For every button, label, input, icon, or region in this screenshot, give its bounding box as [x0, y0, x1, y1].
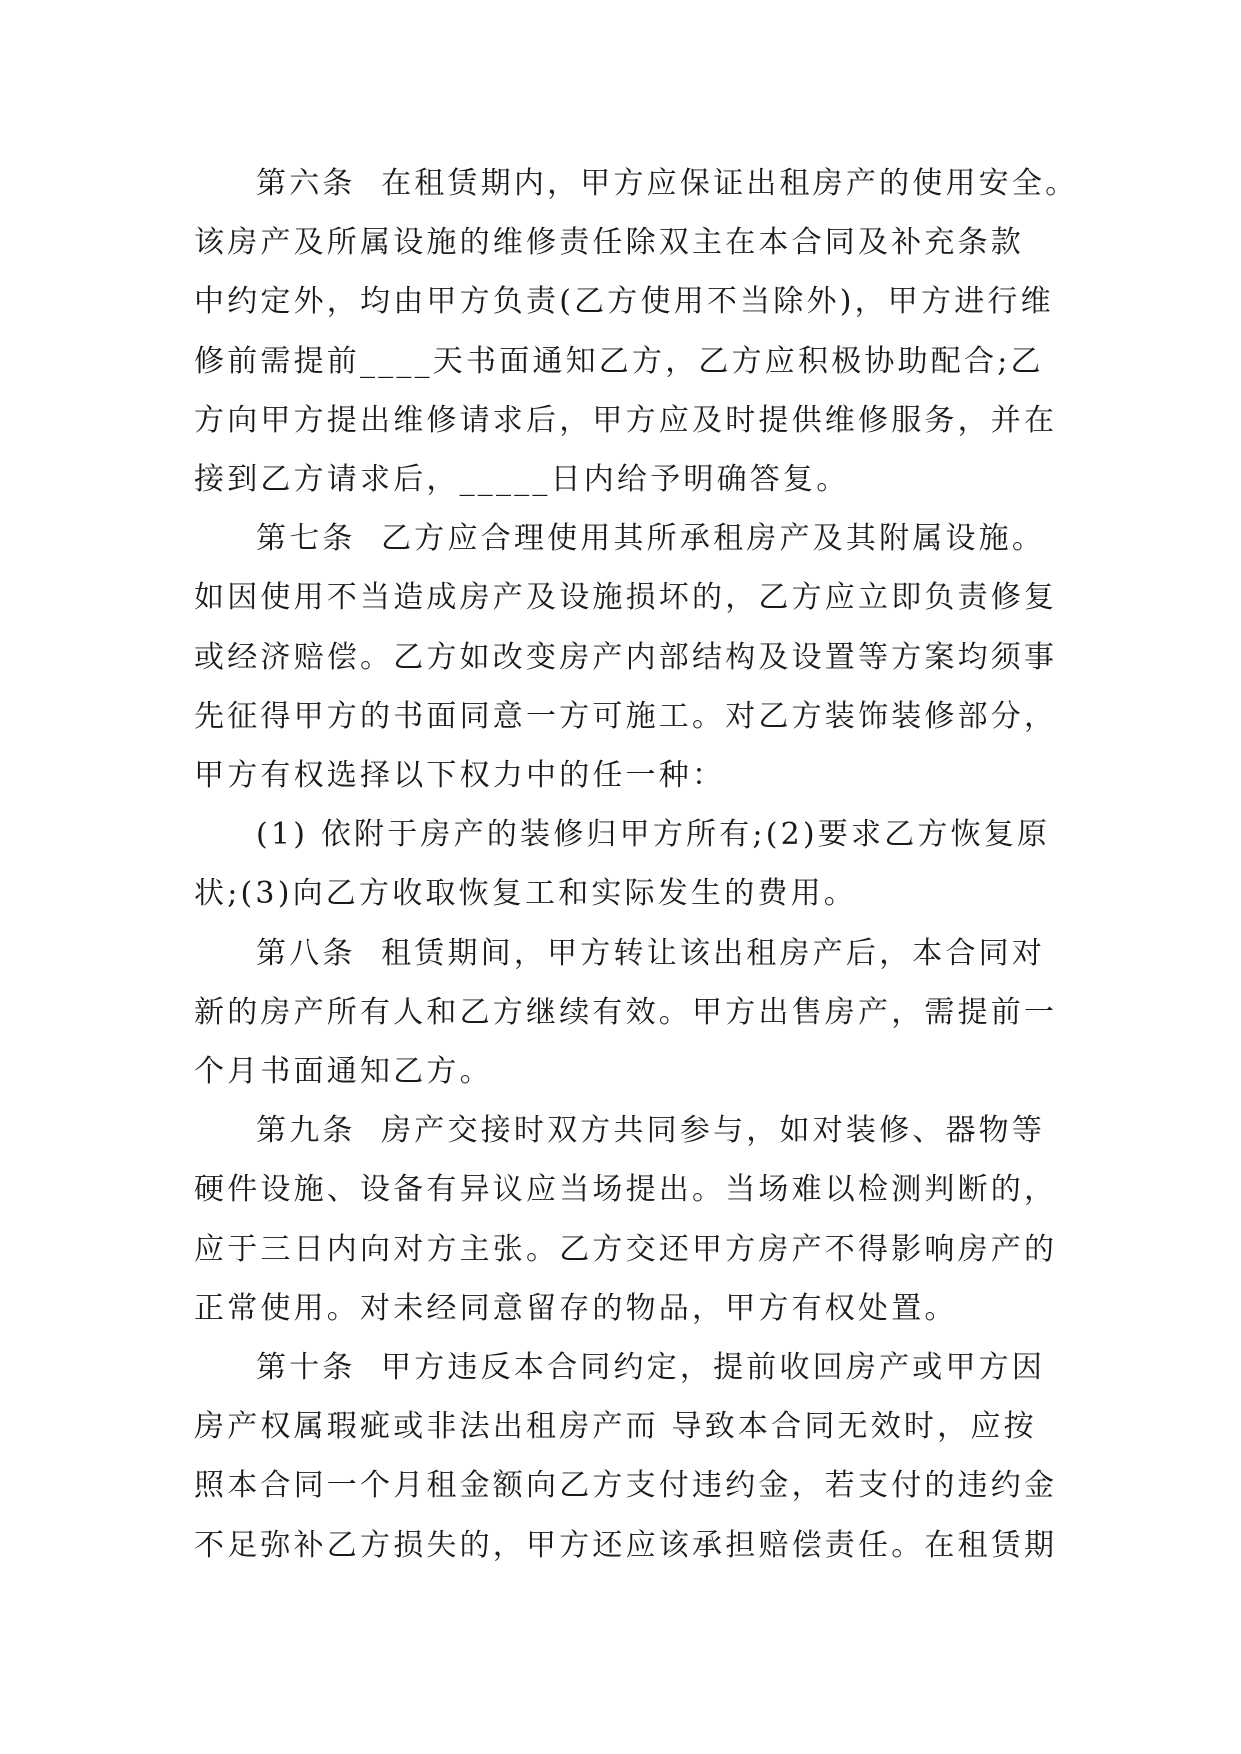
paragraph-line: 个月书面通知乙方。: [194, 1054, 493, 1090]
paragraph-line: 第九条 房产交接时双方共同参与，如对装修、器物等: [256, 1113, 1046, 1149]
document-body: [194, 154, 1079, 1575]
paragraph-article-7-options: [194, 805, 1074, 923]
paragraph-line: 第七条 乙方应合理使用其所承租房产及其附属设施。: [256, 521, 1046, 557]
paragraph-line: 不足弥补乙方损失的，甲方还应该承担赔偿责任。在租赁期: [194, 1527, 1058, 1563]
paragraph-line: 或经济赔偿。乙方如改变房产内部结构及设置等方案均须事: [194, 639, 1058, 675]
paragraph-article-9: [194, 1101, 1074, 1338]
paragraph-line: 接到乙方请求后，_____日内给予明确答复。: [194, 462, 850, 498]
paragraph-line: 照本合同一个月租金额向乙方支付违约金，若支付的违约金: [194, 1468, 1058, 1504]
paragraph-line: 第六条 在租赁期内，甲方应保证出租房产的使用安全。: [256, 166, 1079, 201]
paragraph-line: 第八条 租赁期间，甲方转让该出租房产后，本合同对: [256, 935, 1046, 971]
paragraph-line: 房产权属瑕疵或非法出租房产而 导致本合同无效时，应按: [194, 1409, 1037, 1445]
paragraph-line: 如因使用不当造成房产及设施损坏的，乙方应立即负责修复: [194, 580, 1058, 616]
paragraph-line: 正常使用。对未经同意留存的物品，甲方有权处置。: [194, 1290, 958, 1326]
paragraph-article-10: [194, 1338, 1074, 1575]
paragraph-line: 中约定外，均由甲方负责(乙方使用不当除外)，甲方进行维: [194, 284, 1054, 320]
paragraph-article-7: [194, 509, 1074, 805]
paragraph-line: 方向甲方提出维修请求后，甲方应及时提供维修服务，并在: [194, 402, 1058, 438]
paragraph-line: 先征得甲方的书面同意一方可施工。对乙方装饰装修部分，: [194, 698, 1058, 734]
paragraph-article-6: [194, 154, 1079, 509]
paragraph-line: 该房产及所属设施的维修责任除双主在本合同及补充条款: [194, 225, 1024, 261]
paragraph-line: 应于三日内向对方主张。乙方交还甲方房产不得影响房产的: [194, 1231, 1058, 1267]
paragraph-line: 第十条 甲方违反本合同约定，提前收回房产或甲方因: [256, 1350, 1046, 1386]
paragraph-line: 甲方有权选择以下权力中的任一种：: [194, 758, 726, 794]
paragraph-article-8: [194, 924, 1074, 1102]
paragraph-line: 新的房产所有人和乙方继续有效。甲方出售房产，需提前一: [194, 994, 1058, 1030]
paragraph-line: 状;(3)向乙方收取恢复工和实际发生的费用。: [194, 876, 858, 912]
paragraph-line: 硬件设施、设备有异议应当场提出。当场难以检测判断的，: [194, 1172, 1058, 1208]
paragraph-line: 修前需提前____天书面通知乙方，乙方应积极协助配合;乙: [194, 343, 1044, 379]
paragraph-line: (1) 依附于房产的装修归甲方所有;(2)要求乙方恢复原: [256, 817, 1051, 853]
